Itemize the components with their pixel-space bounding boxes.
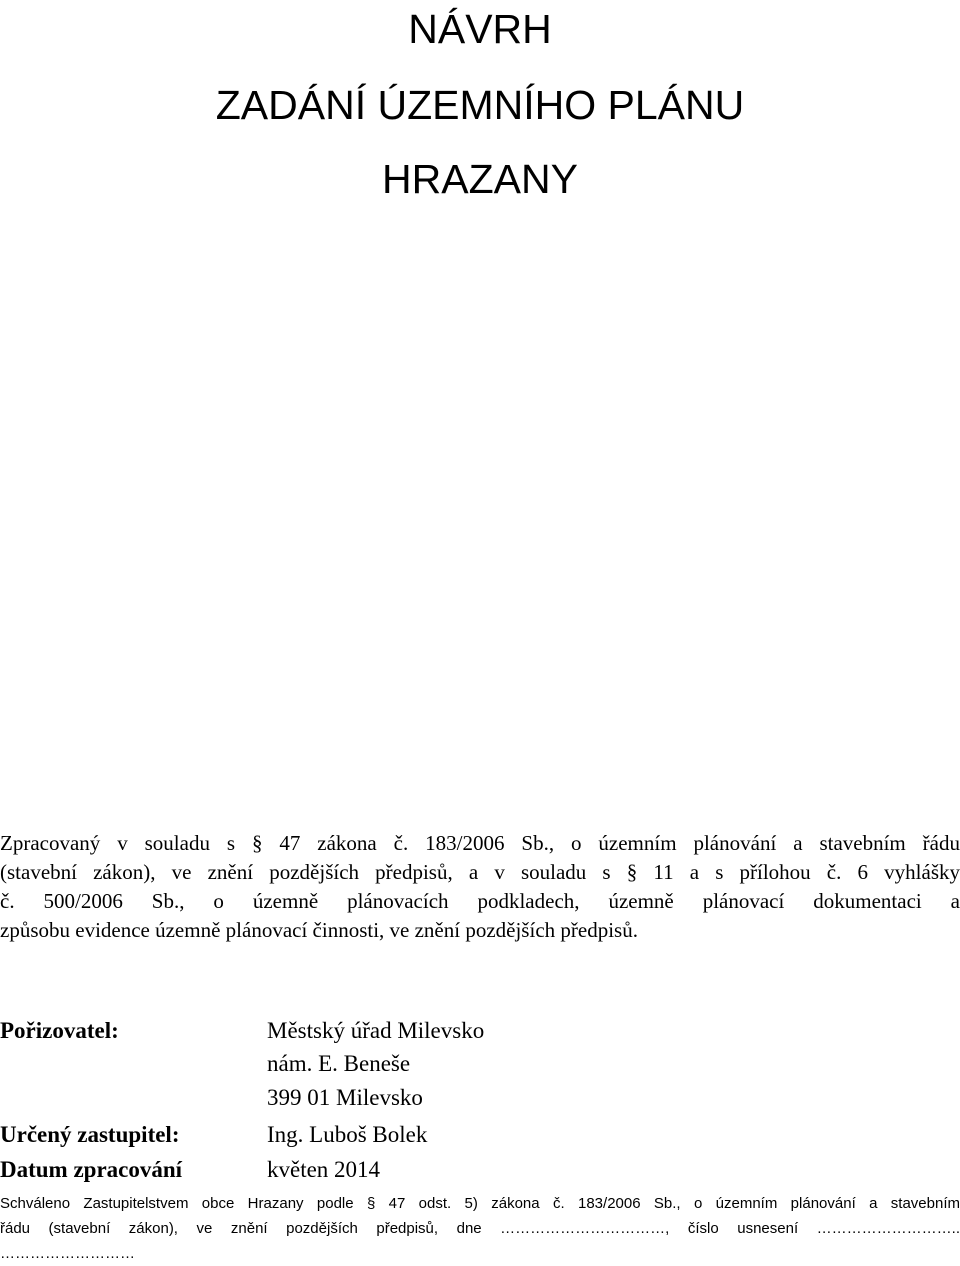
approval-line: Schváleno Zastupitelstvem obce Hrazany podle § 47 odst. 5) zákona č. 183/2006 Sb., o územním plánování a stavebním (0, 1195, 960, 1212)
approval-note (0, 1191, 960, 1266)
title-line-navrh: NÁVRH (408, 6, 552, 52)
intro-line: č. 500/2006 Sb., o územně plánovacích podkladech, územně plánovací dokumentaci a (0, 889, 960, 913)
datum-value: květen 2014 (267, 1157, 381, 1182)
intro-line: způsobu evidence územně plánovací činnosti, ve znění pozdějších předpisů. (0, 918, 638, 942)
porizovatel-street: nám. E. Beneše (267, 1051, 411, 1076)
approval-line: řádu (stavební zákon), ve znění pozdějších předpisů, dne ……………………………, číslo usnesení ……………………….. (0, 1220, 960, 1237)
zastupitel-label: Určený zastupitel: (0, 1122, 180, 1147)
approval-line: ……………………… (0, 1245, 135, 1262)
intro-line: (stavební zákon), ve znění pozdějších předpisů, a v souladu s § 11 a s přílohou č. 6 vyhlášky (0, 860, 960, 884)
title-line-zadani: ZADÁNÍ ÚZEMNÍHO PLÁNU (215, 82, 745, 128)
title-line-obec: HRAZANY (382, 156, 578, 202)
intro-line: Zpracovaný v souladu s § 47 zákona č. 183/2006 Sb., o územním plánování a stavebním řádu (0, 831, 960, 855)
porizovatel-label: Pořizovatel: (0, 1018, 119, 1043)
porizovatel-name: Městský úřad Milevsko (267, 1018, 485, 1043)
datum-label: Datum zpracování (0, 1157, 183, 1182)
porizovatel-city: 399 01 Milevsko (267, 1085, 423, 1110)
intro-paragraph (0, 829, 960, 945)
zastupitel-value: Ing. Luboš Bolek (267, 1122, 428, 1147)
